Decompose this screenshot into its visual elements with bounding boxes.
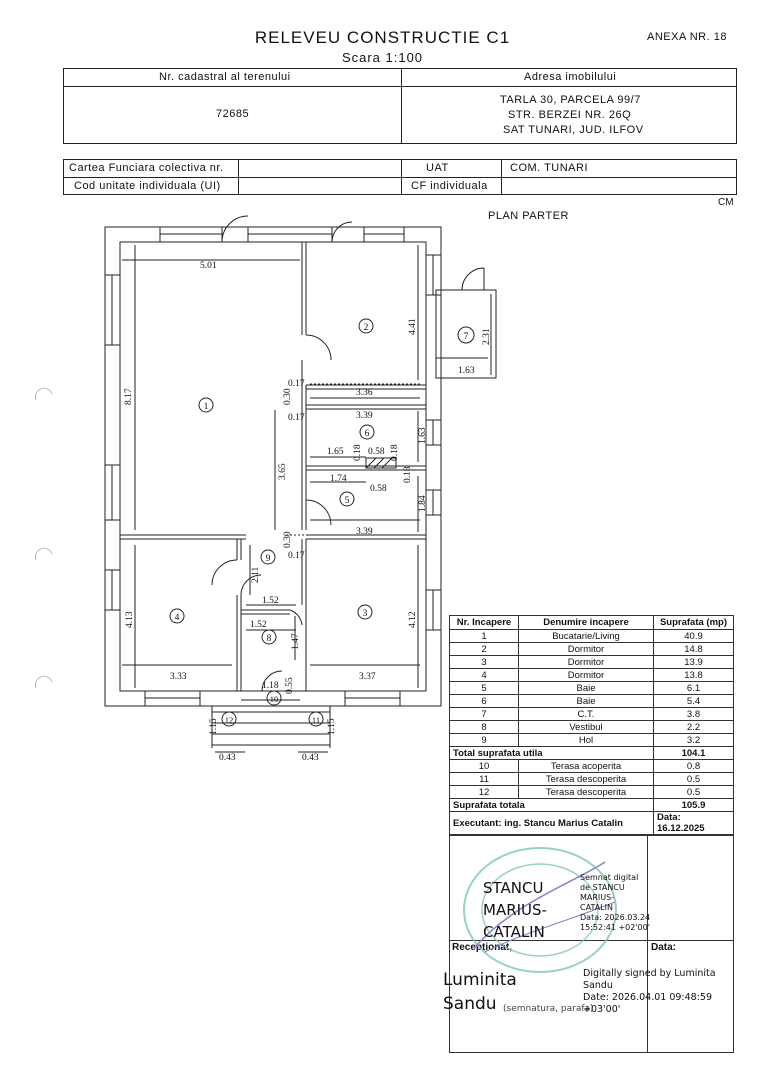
room-nr: 11 (450, 773, 519, 786)
room-area: 0.5 (654, 786, 734, 799)
room-nr: 7 (450, 708, 519, 721)
uat-value: COM. TUNARI (510, 162, 589, 174)
table-row (450, 786, 734, 799)
room-number: 5 (344, 496, 350, 506)
room-nr: 9 (450, 734, 519, 747)
dimension-label: 0.43 (219, 753, 236, 763)
dimension-label: 0.18 (353, 444, 363, 461)
room-nr: 2 (450, 643, 519, 656)
room-area: 13.8 (654, 669, 734, 682)
room-nr: 1 (450, 630, 519, 643)
room-number: 9 (265, 554, 271, 564)
dimension-label: 0.55 (285, 677, 295, 694)
room-name: Dormitor (519, 669, 654, 682)
dimension-label: 3.39 (356, 411, 373, 421)
executant-label: Executant: ing. Stancu Marius Catalin (450, 812, 654, 835)
room-area: 5.4 (654, 695, 734, 708)
table-header: Suprafata (mp) (654, 616, 734, 630)
executant-signature-name (483, 877, 547, 943)
sig-line: CATALIN (580, 903, 613, 912)
room-name: Terasa acoperita (519, 760, 654, 773)
room-area: 3.8 (654, 708, 734, 721)
document-title: RELEVEU CONSTRUCTIE C1 (254, 28, 511, 47)
total-useful-value: 104.1 (654, 747, 734, 760)
room-name: Terasa descoperita (519, 786, 654, 799)
sig-line: +03'00' (583, 1004, 621, 1015)
room-name: Vestibul (519, 721, 654, 734)
executant-date: Data: 16.12.2025 (654, 812, 734, 835)
sig-line: Sandu (583, 980, 613, 991)
dimension-label: 0.58 (370, 484, 387, 494)
room-area: 2.2 (654, 721, 734, 734)
dimension-label: 2.31 (482, 328, 492, 345)
room-number: 6 (364, 429, 370, 439)
table-row (450, 682, 734, 695)
signature-note: (semnatura, parafa) (503, 1004, 594, 1014)
room-name: Baie (519, 682, 654, 695)
room-area: 6.1 (654, 682, 734, 695)
room-number: 12 (224, 715, 234, 725)
cf-collective-label: Cartea Funciara colectiva nr. (69, 162, 224, 174)
room-nr: 5 (450, 682, 519, 695)
dimension-label: 3.33 (170, 672, 187, 682)
receiver-digital-signature (583, 968, 716, 1016)
table-row (450, 721, 734, 734)
dimension-label: 0.17 (288, 551, 305, 561)
room-name: Dormitor (519, 643, 654, 656)
table-row (450, 708, 734, 721)
room-number: 8 (266, 634, 272, 644)
dimension-label: 5.01 (200, 261, 217, 271)
dimension-label: 4.41 (408, 318, 418, 335)
name-line: STANCU (483, 879, 544, 897)
dimension-label: 1.18 (262, 681, 279, 691)
unit-label: CM (718, 197, 734, 208)
dimension-label: 0.58 (368, 447, 385, 457)
dimension-label: 2.11 (251, 566, 261, 583)
dimension-label: 1.15 (209, 718, 219, 735)
room-nr: 3 (450, 656, 519, 669)
name-line: Sandu (443, 994, 497, 1014)
cf-individual-label: CF individuala (411, 180, 488, 192)
room-nr: 12 (450, 786, 519, 799)
room-number: 2 (363, 323, 369, 333)
room-number: 4 (174, 613, 180, 623)
address-header: Adresa imobilului (524, 71, 617, 83)
dimension-label: 1.74 (330, 474, 347, 484)
sig-line: Data: 2026.03.24 (580, 913, 651, 922)
cadastre-number-header: Nr. cadastral al terenului (159, 71, 291, 83)
sig-line: de STANCU (580, 883, 625, 892)
table-header-row (450, 616, 734, 630)
total-label: Suprafata totala (450, 799, 654, 812)
dimension-label: 0.43 (302, 753, 319, 763)
dimension-label: 1.65 (327, 447, 344, 457)
total-value: 105.9 (654, 799, 734, 812)
table-row (450, 630, 734, 643)
name-line: CATALIN (483, 923, 545, 941)
annex-label: ANEXA NR. 18 (647, 31, 727, 43)
table-row (450, 643, 734, 656)
table-row (450, 773, 734, 786)
room-name: Baie (519, 695, 654, 708)
dimension-label: 0.18 (390, 444, 400, 461)
dimension-label: 8.17 (124, 388, 134, 405)
total-useful-label: Total suprafata utila (450, 747, 654, 760)
room-number: 3 (362, 609, 368, 619)
dimension-label: 0.30 (283, 531, 293, 548)
room-name: C.T. (519, 708, 654, 721)
dimension-label: 3.65 (278, 463, 288, 480)
room-number: 11 (311, 715, 321, 725)
dimension-label: 1.52 (262, 596, 279, 606)
receptionat-label: Receptionat, (452, 942, 513, 953)
sig-line: 15:52:41 +02'00' (580, 923, 650, 932)
ui-code-label: Cod unitate individuala (UI) (74, 180, 221, 192)
sig-line: Digitally signed by Luminita (583, 968, 716, 979)
room-nr: 10 (450, 760, 519, 773)
dimension-label: 3.36 (356, 388, 373, 398)
dimension-label: 1.63 (418, 427, 428, 444)
sig-line: MARIUS- (580, 893, 615, 902)
room-area: 40.9 (654, 630, 734, 643)
dimension-label: 1.47 (291, 633, 301, 650)
dimension-label: 1.15 (327, 718, 337, 735)
scale-label: Scara 1:100 (341, 50, 424, 65)
dimension-label: 0.30 (283, 388, 293, 405)
dimension-label: 1.63 (458, 366, 475, 376)
total-useful-row (450, 747, 734, 760)
executant-row (450, 812, 734, 835)
dimension-label: 0.17 (288, 413, 305, 423)
room-name: Hol (519, 734, 654, 747)
table-row (450, 734, 734, 747)
sig-line: Date: 2026.04.01 09:48:59 (583, 992, 713, 1003)
table-header: Nr. Incapere (450, 616, 519, 630)
table-row (450, 656, 734, 669)
room-area: 0.5 (654, 773, 734, 786)
room-number: 10 (269, 694, 279, 704)
room-nr: 4 (450, 669, 519, 682)
room-area: 13.9 (654, 656, 734, 669)
plan-title: PLAN PARTER (488, 210, 569, 222)
cadastre-number: 72685 (216, 108, 250, 120)
room-number: 1 (203, 402, 209, 412)
dimension-label: 4.12 (408, 611, 418, 628)
dimension-label: 1.84 (418, 495, 428, 512)
name-line: Luminita (443, 970, 517, 990)
table-row (450, 669, 734, 682)
table-row (450, 695, 734, 708)
total-row (450, 799, 734, 812)
dimension-label: 4.13 (125, 611, 135, 628)
room-area: 0.8 (654, 760, 734, 773)
name-line: MARIUS- (483, 901, 547, 919)
room-area: 14.8 (654, 643, 734, 656)
margin-marks (35, 388, 52, 688)
room-nr: 8 (450, 721, 519, 734)
room-area: 3.2 (654, 734, 734, 747)
address-line-1: TARLA 30, PARCELA 99/7 (500, 94, 641, 106)
table-row (450, 760, 734, 773)
room-name: Bucatarie/Living (519, 630, 654, 643)
address-line-2: STR. BERZEI NR. 26Q (508, 109, 632, 121)
dimension-label: 3.39 (356, 527, 373, 537)
executant-digital-signature (580, 873, 650, 933)
dimension-label: 0.18 (403, 466, 413, 483)
sig-line: Semnat digital (580, 873, 639, 882)
area-table (449, 615, 734, 835)
table-header: Denumire incapere (519, 616, 654, 630)
room-name: Terasa descoperita (519, 773, 654, 786)
room-number: 7 (463, 332, 469, 342)
dimension-label: 3.37 (359, 672, 376, 682)
dimension-label: 1.52 (250, 620, 267, 630)
room-nr: 6 (450, 695, 519, 708)
dimension-label: 0.17 (288, 379, 305, 389)
room-name: Dormitor (519, 656, 654, 669)
address-line-3: SAT TUNARI, JUD. ILFOV (503, 124, 644, 136)
reception-date-label: Data: (651, 942, 677, 953)
uat-label: UAT (426, 162, 449, 174)
